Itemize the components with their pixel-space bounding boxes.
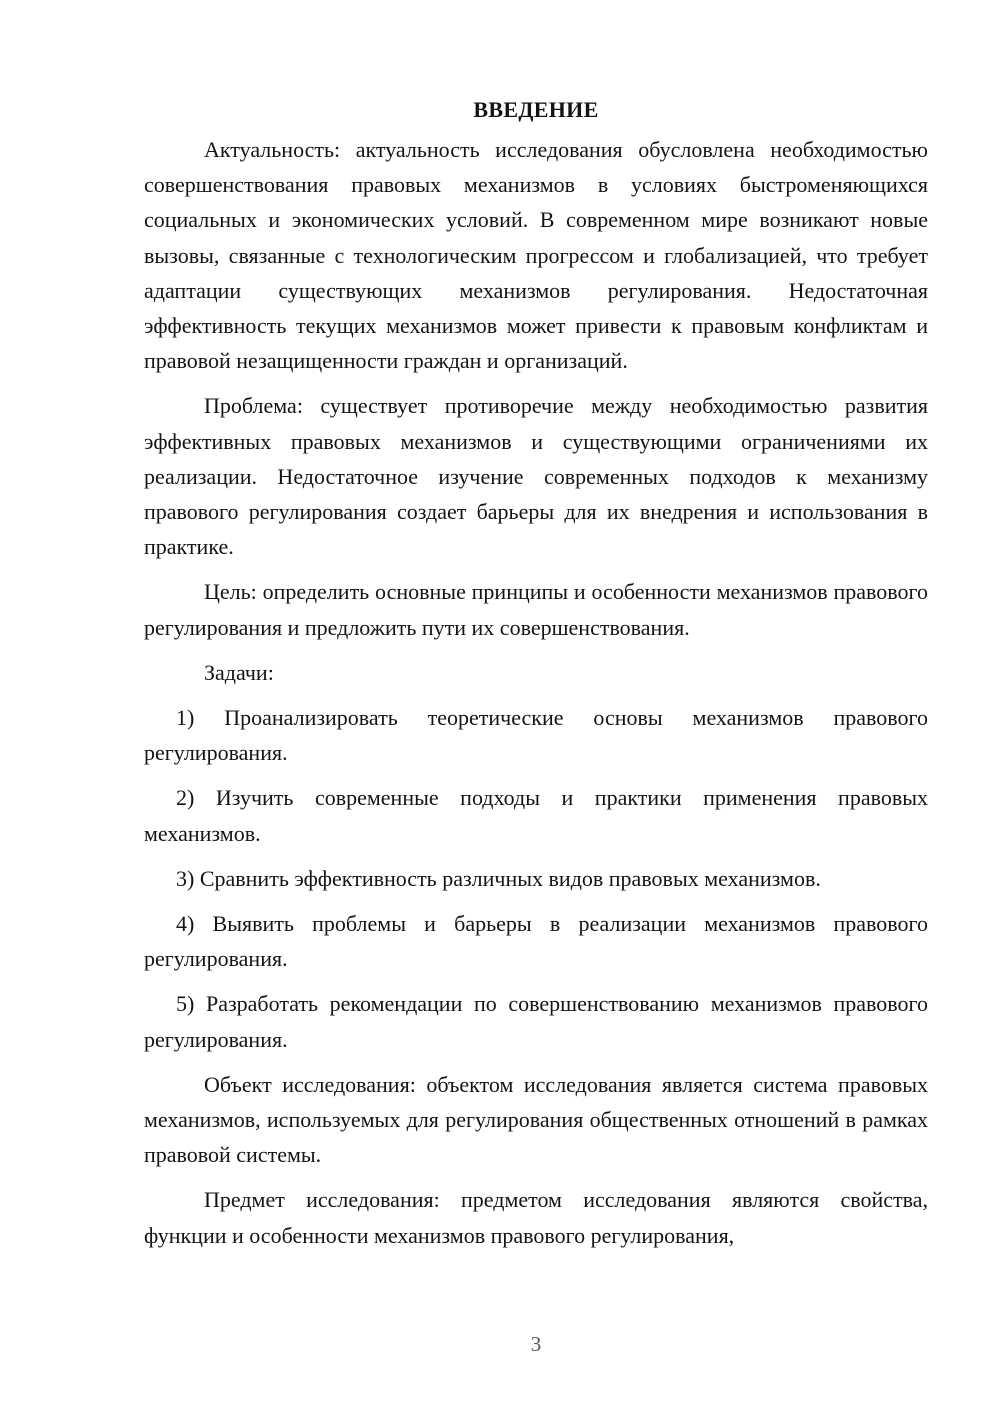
paragraph-goal: Цель: определить основные принципы и особенности механизмов правового регулирования и предложить пути их совершенствования. [144,579,928,640]
task-item: 1) Проанализировать теоретические основы механизмов правового регулирования. [144,705,928,766]
document-page [144,92,928,1253]
paragraph-object: Объект исследования: объектом исследования является система правовых механизмов, используемых для регулирования общественных отношений в рамках правовой системы. [144,1071,928,1168]
page-number: 3 [530,1332,542,1356]
task-item: 4) Выявить проблемы и барьеры в реализации механизмов правового регулирования. [144,911,928,972]
task-item: 2) Изучить современные подходы и практики применения правовых механизмов. [144,785,928,846]
task-item: 3) Сравнить эффективность различных видов правовых механизмов. [176,865,821,891]
paragraph-relevance: Актуальность: актуальность исследования обусловлена необходимостью совершенствования правовых механизмов в условиях быстроменяющихся социальных и экономических условий. В современном мире возникают новые вызовы, связанные с технологическим прогрессом и глобализацией, что требует адаптации существующих механизмов регулирования. Недостаточная эффективность текущих механизмов может привести к правовым конфликтам и правовой незащищенности граждан и организаций. [144,137,928,374]
task-item: 5) Разработать рекомендации по совершенствованию механизмов правового регулирования. [144,991,928,1052]
section-title: ВВЕДЕНИЕ [473,97,599,122]
paragraph-problem: Проблема: существует противоречие между необходимостью развития эффективных правовых механизмов и существующими ограничениями их реализации. Недостаточное изучение современных подходов к механизму правового регулирования создает барьеры для их внедрения и использования в практике. [144,393,928,560]
paragraph-subject: Предмет исследования: предметом исследования являются свойства, функции и особенности механизмов правового регулирования, [144,1187,928,1248]
tasks-heading: Задачи: [204,659,274,685]
